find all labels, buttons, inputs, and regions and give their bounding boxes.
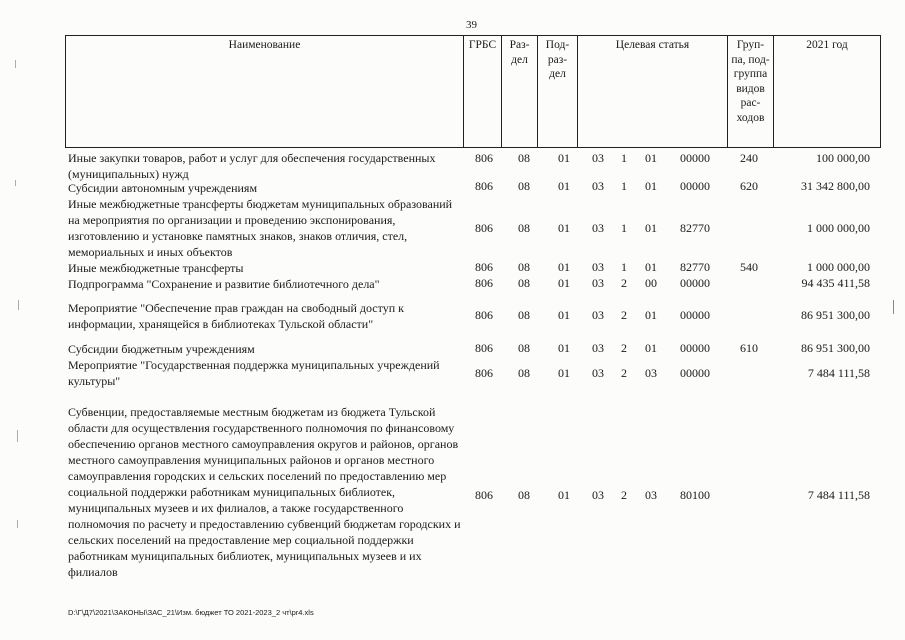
cell-vr: 540 xyxy=(740,260,758,274)
cell-t2: 2 xyxy=(621,276,627,290)
cell-amount: 31 342 800,00 xyxy=(801,179,870,193)
cell-t4: 00000 xyxy=(680,308,710,322)
cell-rz: 08 xyxy=(518,260,530,274)
cell-t3: 01 xyxy=(645,308,657,322)
cell-t2: 1 xyxy=(621,179,627,193)
cell-rz: 08 xyxy=(518,221,530,235)
cell-grbs: 806 xyxy=(475,151,493,165)
file-path-footer: D:\Г\Д7\2021\ЗАКОНЫ\ЗАС_21\Изм. бюджет ТО 2021-2023_2 чт\pr4.xls xyxy=(68,608,314,617)
cell-rz: 08 xyxy=(518,308,530,322)
cell-t4: 00000 xyxy=(680,151,710,165)
cell-t1: 03 xyxy=(592,260,604,274)
cell-pr: 01 xyxy=(558,260,570,274)
cell-vr: 620 xyxy=(740,179,758,193)
cell-rz: 08 xyxy=(518,366,530,380)
cell-t3: 03 xyxy=(645,488,657,502)
cell-rz: 08 xyxy=(518,179,530,193)
cell-grbs: 806 xyxy=(475,260,493,274)
cell-pr: 01 xyxy=(558,341,570,355)
cell-amount: 1 000 000,00 xyxy=(807,221,870,235)
cell-t2: 2 xyxy=(621,366,627,380)
cell-pr: 01 xyxy=(558,221,570,235)
cell-t4: 00000 xyxy=(680,276,710,290)
cell-amount: 86 951 300,00 xyxy=(801,308,870,322)
cell-vr: 610 xyxy=(740,341,758,355)
cell-t3: 01 xyxy=(645,260,657,274)
cell-rz: 08 xyxy=(518,276,530,290)
cell-amount: 100 000,00 xyxy=(816,151,870,165)
table-header xyxy=(65,35,881,148)
row-name: Подпрограмма "Сохранение и развитие библиотечного дела" xyxy=(68,277,380,291)
cell-pr: 01 xyxy=(558,308,570,322)
header-grbs: ГРБС xyxy=(468,39,497,51)
cell-t1: 03 xyxy=(592,221,604,235)
cell-t3: 01 xyxy=(645,151,657,165)
cell-t4: 00000 xyxy=(680,366,710,380)
cell-t4: 00000 xyxy=(680,341,710,355)
cell-vr: 240 xyxy=(740,151,758,165)
cell-rz: 08 xyxy=(518,151,530,165)
cell-amount: 7 484 111,58 xyxy=(807,488,870,502)
row-name: Мероприятие "Обеспечение прав граждан на свободный доступ к информации, хранящейся в библиотеках Тульской области" xyxy=(68,301,404,331)
cell-amount: 94 435 411,58 xyxy=(801,276,870,290)
cell-pr: 01 xyxy=(558,366,570,380)
cell-t1: 03 xyxy=(592,308,604,322)
cell-rz: 08 xyxy=(518,341,530,355)
row-name: Мероприятие "Государственная поддержка муниципальных учреждений культуры" xyxy=(68,358,440,388)
cell-t3: 01 xyxy=(645,221,657,235)
cell-pr: 01 xyxy=(558,488,570,502)
cell-t3: 03 xyxy=(645,366,657,380)
header-group: Груп- па, под- группа видов рас- ходов xyxy=(731,39,770,124)
row-name: Иные закупки товаров, работ и услуг для обеспечения государственных (муниципальных) нужд xyxy=(68,151,436,181)
row-name: Иные межбюджетные трансферты бюджетам муниципальных образований на мероприятия по организации и проведению экспонирования, изготовлению и установке памятных знаков, знаков отличия, стел, мемориальных и иных объектов xyxy=(68,197,453,259)
row-name: Иные межбюджетные трансферты xyxy=(68,261,244,275)
cell-amount: 86 951 300,00 xyxy=(801,341,870,355)
cell-grbs: 806 xyxy=(475,488,493,502)
cell-t2: 2 xyxy=(621,488,627,502)
cell-rz: 08 xyxy=(518,488,530,502)
header-target: Целевая статья xyxy=(615,39,690,51)
cell-t2: 1 xyxy=(621,221,627,235)
cell-t2: 1 xyxy=(621,151,627,165)
cell-t4: 80100 xyxy=(680,488,710,502)
cell-pr: 01 xyxy=(558,151,570,165)
cell-t4: 82770 xyxy=(680,260,710,274)
cell-t1: 03 xyxy=(592,366,604,380)
cell-amount: 7 484 111,58 xyxy=(807,366,870,380)
row-name: Субвенции, предоставляемые местным бюджетам из бюджета Тульской области для осуществления государственного полномочия по финансовому обеспечению органов местного самоуправления округов и районов, органов местного самоуправления муниципальных районов и органов местного самоуправления городских и сельских поселений по предоставлению мер социальной поддержки работникам муниципальных библиотек, муниципальных музеев и их филиалов, а также государственного полномочия по расчету и предоставлению субвенций бюджетам городских и сельских поселений на предоставление мер социальной поддержки работникам муниципальных библиотек, муниципальных музеев и их филиалов xyxy=(68,405,461,579)
row-name: Субсидии бюджетным учреждениям xyxy=(68,342,255,356)
cell-t3: 00 xyxy=(645,276,657,290)
page-number: 39 xyxy=(466,19,477,31)
cell-grbs: 806 xyxy=(475,366,493,380)
cell-grbs: 806 xyxy=(475,221,493,235)
cell-grbs: 806 xyxy=(475,308,493,322)
cell-pr: 01 xyxy=(558,276,570,290)
cell-t2: 2 xyxy=(621,308,627,322)
header-name: Наименование xyxy=(228,39,301,51)
cell-amount: 1 000 000,00 xyxy=(807,260,870,274)
cell-t1: 03 xyxy=(592,151,604,165)
cell-t1: 03 xyxy=(592,341,604,355)
row-name: Субсидии автономным учреждениям xyxy=(68,181,258,195)
cell-t1: 03 xyxy=(592,276,604,290)
cell-grbs: 806 xyxy=(475,341,493,355)
cell-t2: 1 xyxy=(621,260,627,274)
cell-t4: 82770 xyxy=(680,221,710,235)
header-podrazdel: Под- раз- дел xyxy=(545,39,570,81)
cell-t4: 00000 xyxy=(680,179,710,193)
cell-t2: 2 xyxy=(621,341,627,355)
cell-t3: 01 xyxy=(645,179,657,193)
cell-grbs: 806 xyxy=(475,179,493,193)
cell-t3: 01 xyxy=(645,341,657,355)
header-year: 2021 год xyxy=(806,39,848,51)
cell-t1: 03 xyxy=(592,179,604,193)
cell-grbs: 806 xyxy=(475,276,493,290)
cell-pr: 01 xyxy=(558,179,570,193)
header-razdel: Раз- дел xyxy=(509,39,530,66)
cell-t1: 03 xyxy=(592,488,604,502)
